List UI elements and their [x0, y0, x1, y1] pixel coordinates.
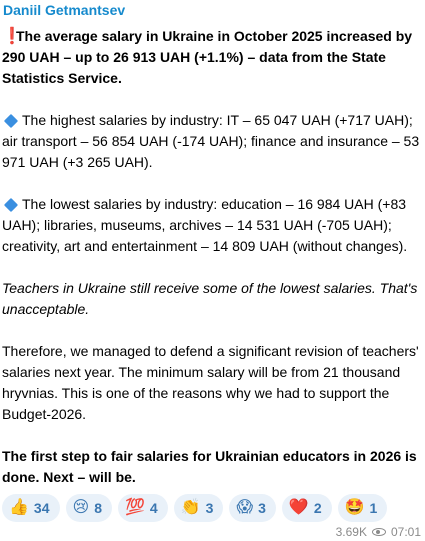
- paragraph-highest: [2, 110, 420, 173]
- paragraph-headline: [2, 26, 420, 89]
- paragraph-3-text: The lowest salaries by industry: education – 16 984 UAH (+83 UAH); libraries, museums, archives – 14 531 UAH (-705 UAH); creativity, art and entertainment – 14 809 UAH (without changes).: [2, 196, 408, 254]
- screaming-face-icon: 😱: [236, 499, 254, 516]
- exclamation-icon: ❗: [2, 28, 22, 45]
- reaction-thumbs-up[interactable]: [2, 494, 60, 522]
- reaction-count: 2: [313, 500, 322, 516]
- reaction-count: 34: [33, 500, 50, 516]
- paragraph-2-text: The highest salaries by industry: IT – 65 047 UAH (+717 UAH); air transport – 56 854 UAH (-174 UAH); finance and insurance – 53 971 UAH (+3 265 UAH).: [2, 112, 420, 170]
- paragraph-1-text: The average salary in Ukraine in October 2025 increased by 290 UAH – up to 26 913 UAH (+1.1%) – data from the State Statistics Service.: [2, 28, 413, 86]
- message-body: [2, 26, 420, 509]
- paragraph-budget: Therefore, we managed to defend a significant revision of teachers' salaries next year. The minimum salary will be from 21 thousand hryvnias. This is one of the reasons why we had to support the Budget-2026.: [2, 343, 419, 422]
- message-meta: [336, 525, 421, 539]
- reaction-hundred[interactable]: [118, 494, 168, 522]
- blue-diamond-icon: [4, 198, 18, 212]
- paragraph-teachers: Teachers in Ukraine still receive some of the lowest salaries. That's unacceptable.: [2, 280, 418, 317]
- author-name[interactable]: Daniil Getmantsev: [3, 2, 126, 18]
- star-struck-icon: 🤩: [344, 499, 365, 516]
- message-time: 07:01: [390, 525, 421, 539]
- reaction-count: 3: [205, 500, 214, 516]
- paragraph-lowest: [2, 194, 420, 257]
- reaction-count: 8: [94, 500, 102, 516]
- reactions-bar: [2, 494, 387, 522]
- red-heart-icon: ❤️: [288, 499, 309, 516]
- reaction-count: 1: [369, 500, 378, 516]
- reaction-heart[interactable]: [282, 494, 332, 522]
- eye-icon: [372, 528, 386, 536]
- reaction-crying[interactable]: [66, 494, 112, 522]
- reaction-count: 3: [258, 500, 266, 516]
- view-count: 3.69K: [335, 525, 367, 539]
- reaction-count: 4: [149, 500, 158, 516]
- blue-diamond-icon: [4, 114, 18, 128]
- crying-face-icon: 😢: [72, 499, 90, 516]
- reaction-clap[interactable]: [174, 494, 224, 522]
- reaction-star-struck[interactable]: [338, 494, 388, 522]
- thumbs-up-icon: 👍: [9, 499, 29, 516]
- paragraph-conclusion: The first step to fair salaries for Ukrainian educators in 2026 is done. Next – will be.: [2, 448, 417, 485]
- reaction-scream[interactable]: [229, 494, 275, 522]
- clapping-hands-icon: 👏: [180, 499, 201, 516]
- hundred-icon: 💯: [124, 499, 145, 516]
